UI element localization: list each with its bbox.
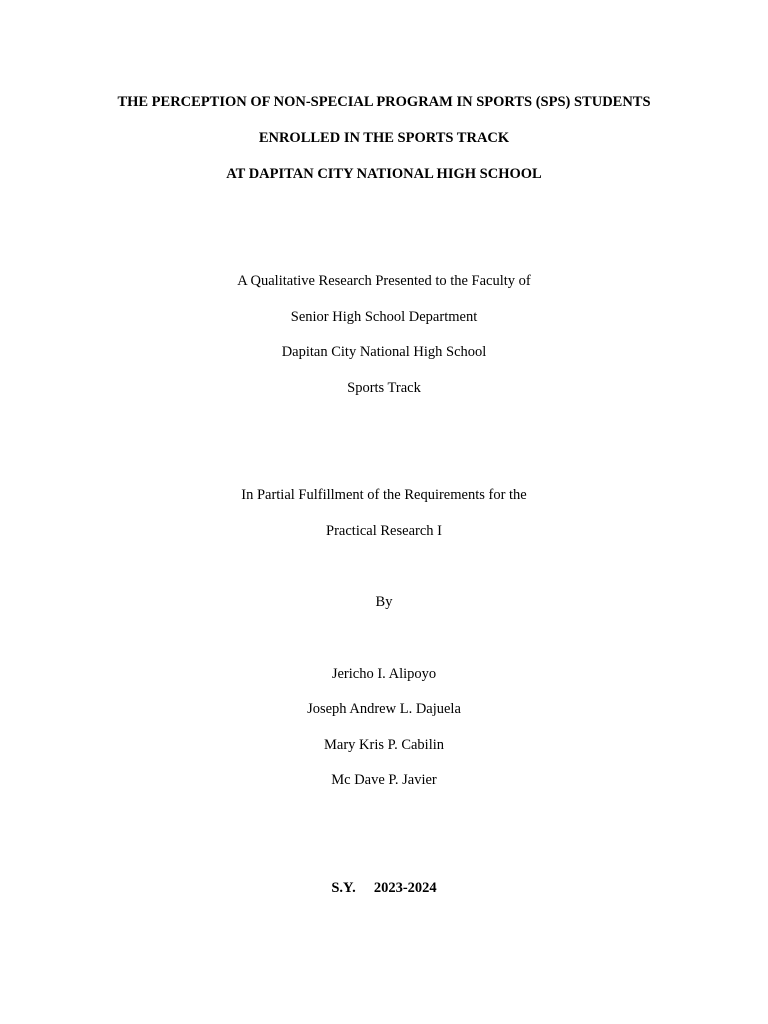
- author-name: Mc Dave P. Javier: [331, 772, 437, 788]
- presentation-line-2: Senior High School Department: [290, 309, 478, 325]
- author-name: Mary Kris P. Cabilin: [323, 737, 445, 753]
- author-name: Joseph Andrew L. Dajuela: [307, 701, 461, 717]
- presentation-line-1: A Qualitative Research Presented to the Faculty of: [237, 273, 531, 289]
- title-line-3: AT DAPITAN CITY NATIONAL HIGH SCHOOL: [226, 166, 542, 182]
- school-year-value: 2023-2024: [373, 880, 437, 896]
- author-name: Jericho I. Alipoyo: [331, 666, 437, 682]
- by-label: By: [375, 594, 393, 610]
- school-year: [0, 879, 768, 897]
- title-line-1: THE PERCEPTION OF NON-SPECIAL PROGRAM IN SPORTS (SPS) STUDENTS: [117, 94, 651, 110]
- presentation-line-4: Sports Track: [347, 380, 421, 396]
- presentation-line-3: Dapitan City National High School: [281, 344, 487, 360]
- fulfillment-line-2: Practical Research I: [326, 523, 442, 539]
- title-line-2: ENROLLED IN THE SPORTS TRACK: [258, 130, 510, 146]
- fulfillment-line-1: In Partial Fulfillment of the Requirements for the: [241, 487, 527, 503]
- school-year-label: S.Y.: [331, 880, 356, 896]
